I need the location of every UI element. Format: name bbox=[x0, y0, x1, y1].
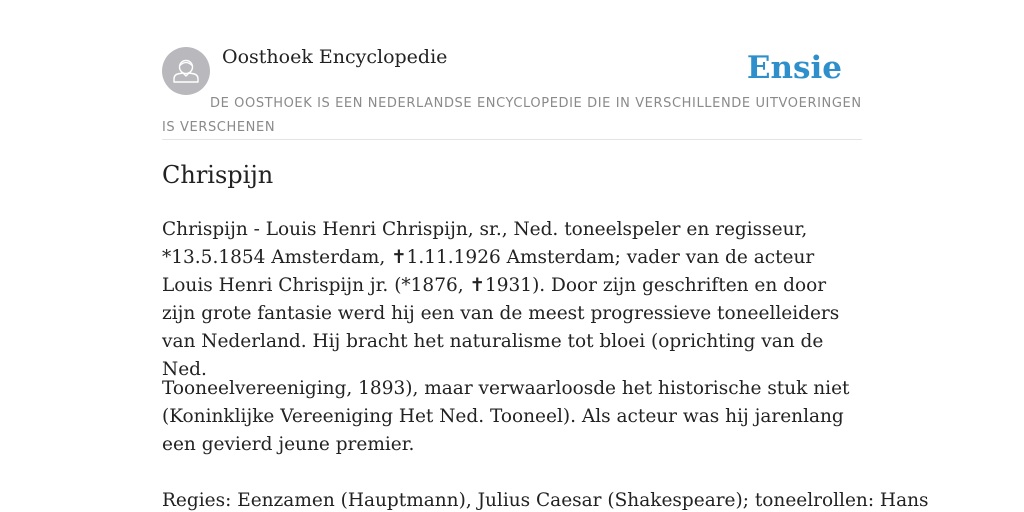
article-paragraph: Tooneelvereeniging, 1893), maar verwaarloosde het historische stuk niet (Koninklijke Vereeniging Het Ned. Tooneel). Als acteur was hij jarenlang een gevierd jeune premier. bbox=[162, 378, 850, 455]
article-title: Chrispijn bbox=[162, 161, 274, 189]
source-avatar[interactable] bbox=[162, 47, 210, 95]
source-header bbox=[162, 0, 862, 140]
source-tagline: DE OOSTHOEK IS EEN NEDERLANDSE ENCYCLOPEDIE DIE IN VERSCHILLENDE UITVOERINGEN IS VERSCHENEN bbox=[162, 96, 862, 135]
brand-logo[interactable]: Ensie bbox=[746, 50, 842, 86]
user-placeholder-icon bbox=[162, 47, 210, 95]
page-container bbox=[162, 0, 929, 511]
article-paragraph: Regies: Eenzamen (Hauptmann), Julius Caesar (Shakespeare); toneelrollen: Hans bbox=[162, 490, 929, 511]
article-paragraph: Chrispijn - Louis Henri Chrispijn, sr., Ned. toneelspeler en regisseur, *13.5.1854 Amsterdam, ✝1.11.1926 Amsterdam; vader van de acteur Louis Henri Chrispijn jr. (*1876, ✝1931). Door zijn geschriften en door zijn grote fantasie werd hij een van de meest progressieve toneelleiders van Nederland. Hij bracht het naturalisme tot bloei (oprichting van de Ned. bbox=[162, 219, 840, 380]
source-name[interactable]: Oosthoek Encyclopedie bbox=[222, 46, 448, 68]
